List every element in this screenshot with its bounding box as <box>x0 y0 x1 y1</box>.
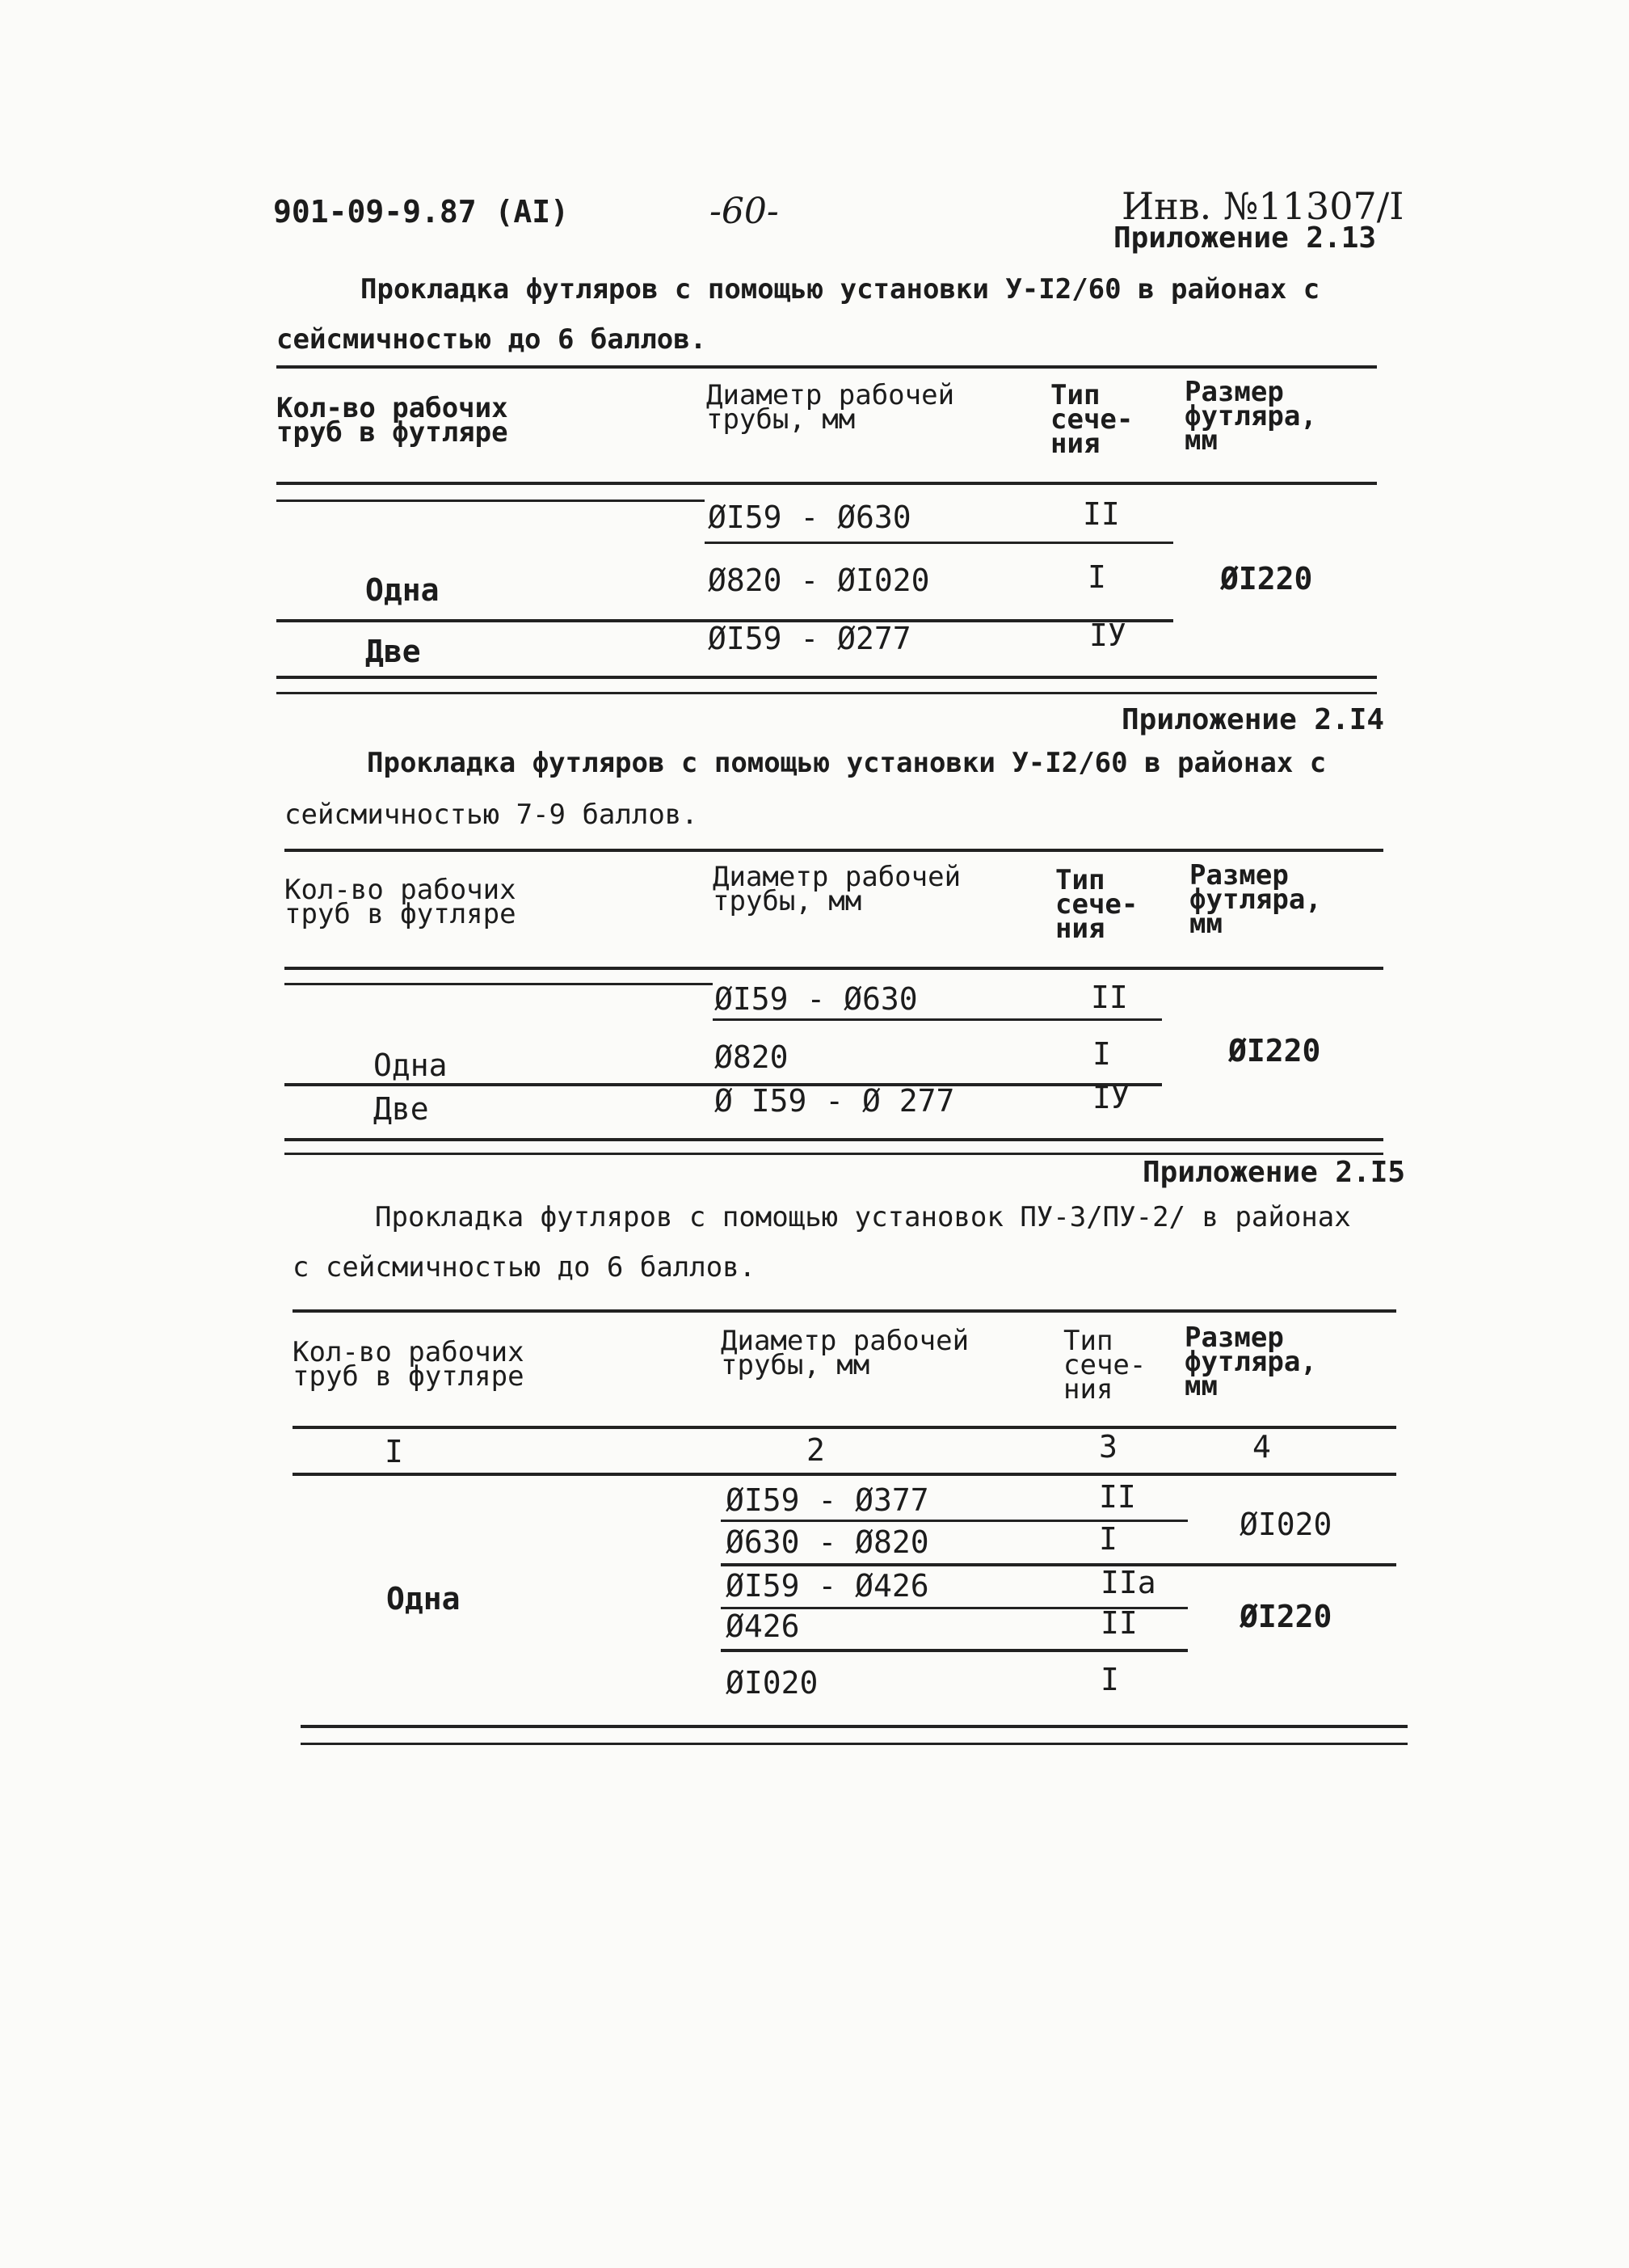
table-rule-header <box>284 967 1383 970</box>
table-rule <box>293 1473 1396 1476</box>
row-type: IIа <box>1101 1565 1156 1600</box>
row-diameter: ØI59 - Ø426 <box>726 1568 929 1604</box>
table-rule-header <box>293 1426 1396 1429</box>
casing-size: ØI020 <box>1240 1507 1332 1542</box>
col-header-type: Тип сече- ния <box>1050 379 1134 460</box>
col-header-diameter: Диаметр рабочей трубы, мм <box>721 1325 970 1381</box>
row-type: IУ <box>1089 618 1126 653</box>
appendix-label: Приложение 2.I5 <box>1143 1156 1406 1189</box>
count-one: Одна <box>386 1581 461 1617</box>
appendix-text-line1: Прокладка футляров с помощью установки У-I2/60 в районах с <box>367 747 1327 779</box>
col-number-2: 2 <box>806 1432 825 1468</box>
casing-size: ØI220 <box>1240 1599 1332 1634</box>
row-diameter: Ø I59 - Ø 277 <box>714 1083 955 1119</box>
row-diameter: Ø630 - Ø820 <box>726 1524 929 1560</box>
row-type: II <box>1101 1605 1138 1641</box>
table-rule <box>713 1018 1162 1021</box>
table-rule <box>721 1520 1188 1522</box>
row-type: II <box>1091 980 1128 1015</box>
row-diameter: Ø820 - ØI020 <box>708 563 930 598</box>
row-type: I <box>1099 1521 1118 1557</box>
table-rule-header <box>276 482 1377 485</box>
row-diameter: ØI020 <box>726 1665 819 1701</box>
table-rule-bottom <box>301 1743 1408 1745</box>
col-header-type: Тип сече- ния <box>1063 1325 1147 1406</box>
appendix-text-line2: сейсмичностью 7-9 баллов. <box>284 799 698 831</box>
inventory-number: Инв. №11307/I <box>1122 184 1404 228</box>
count-one: Одна <box>365 572 440 608</box>
row-type: IУ <box>1092 1080 1130 1115</box>
page-number: -60- <box>709 191 779 232</box>
table-rule-top <box>276 365 1377 369</box>
appendix-label: Приложение 2.I4 <box>1122 703 1385 736</box>
table-rule <box>284 983 713 985</box>
row-type: II <box>1083 496 1120 532</box>
col-number-3: 3 <box>1099 1429 1118 1465</box>
col-number-4: 4 <box>1252 1429 1271 1465</box>
table-rule-top <box>284 849 1383 852</box>
row-type: I <box>1088 559 1106 595</box>
appendix-text-line1: Прокладка футляров с помощью установок ПУ-3/ПУ-2/ в районах <box>375 1201 1351 1233</box>
col-header-diameter: Диаметр рабочей трубы, мм <box>706 379 955 436</box>
row-diameter: ØI59 - Ø630 <box>708 500 911 535</box>
col-header-diameter: Диаметр рабочей трубы, мм <box>713 861 962 917</box>
table-rule-bottom <box>284 1138 1383 1141</box>
table-rule-bottom <box>301 1725 1408 1728</box>
col-header-count: Кол-во рабочих труб в футляре <box>276 392 508 449</box>
col-header-size: Размер футляра, мм <box>1185 376 1317 457</box>
casing-size: ØI220 <box>1228 1033 1321 1069</box>
table-rule <box>276 500 705 502</box>
count-one: Одна <box>373 1048 448 1083</box>
appendix-text-line1: Прокладка футляров с помощью установки У-I2/60 в районах с <box>360 273 1320 306</box>
appendix-text-line2: сейсмичностью до 6 баллов. <box>276 323 707 356</box>
row-diameter: Ø820 <box>714 1039 789 1075</box>
table-rule-top <box>293 1309 1396 1313</box>
table-rule-bottom <box>284 1153 1383 1155</box>
col-number-1: I <box>385 1434 403 1469</box>
casing-size: ØI220 <box>1220 561 1313 597</box>
row-diameter: Ø426 <box>726 1608 800 1644</box>
table-rule <box>705 542 1173 544</box>
row-diameter: ØI59 - Ø630 <box>714 981 918 1017</box>
table-rule-bottom <box>276 692 1377 694</box>
col-header-count: Кол-во рабочих труб в футляре <box>293 1336 524 1393</box>
document-code: 901-09-9.87 (AI) <box>273 194 570 230</box>
col-header-type: Тип сече- ния <box>1055 864 1139 945</box>
count-two: Две <box>373 1091 429 1127</box>
table-rule-bottom <box>276 676 1377 679</box>
col-header-count: Кол-во рабочих труб в футляре <box>284 874 516 930</box>
count-two: Две <box>365 634 421 669</box>
table-rule <box>721 1563 1396 1566</box>
col-header-size: Размер футляра, мм <box>1189 859 1322 940</box>
row-type: I <box>1101 1662 1119 1697</box>
row-diameter: ØI59 - Ø277 <box>708 621 911 656</box>
row-type: I <box>1092 1036 1111 1072</box>
appendix-text-line2: с сейсмичностью до 6 баллов. <box>293 1251 756 1284</box>
row-type: II <box>1099 1479 1136 1515</box>
col-header-size: Размер футляра, мм <box>1185 1322 1317 1402</box>
appendix-label: Приложение 2.13 <box>1113 221 1377 255</box>
table-rule <box>721 1649 1188 1652</box>
row-diameter: ØI59 - Ø377 <box>726 1482 929 1518</box>
